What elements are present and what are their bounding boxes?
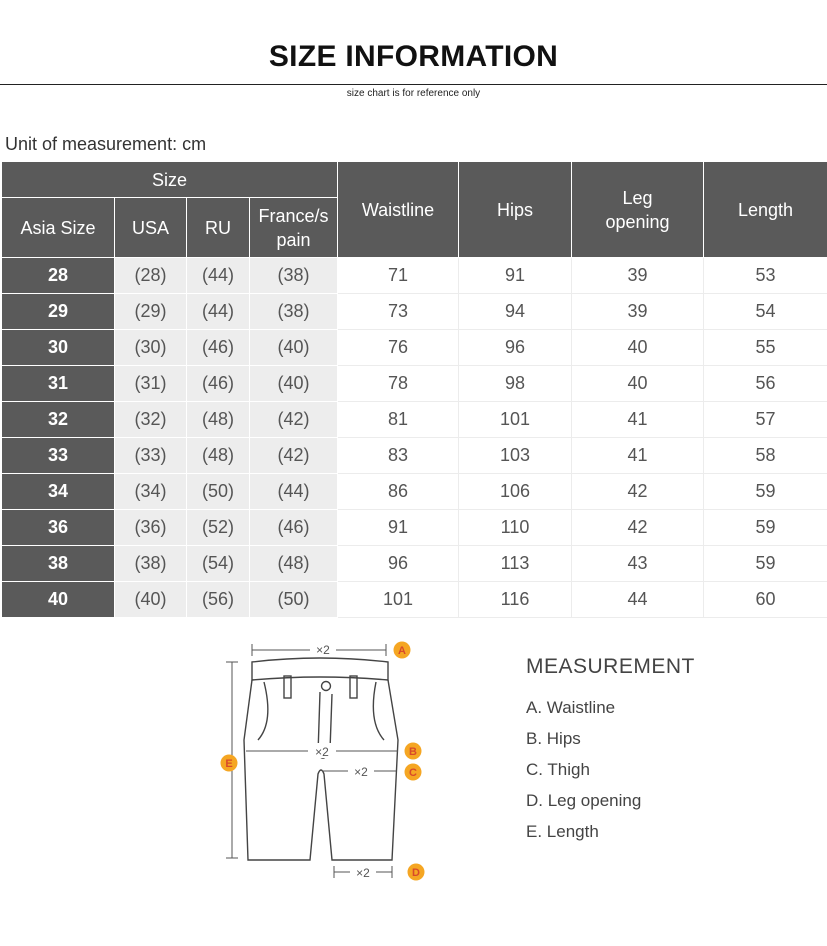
cell-length: 59 <box>704 510 827 546</box>
marker-d-icon <box>408 864 425 881</box>
cell-ru: (44) <box>187 294 250 330</box>
pocket-left <box>258 682 268 740</box>
cell-france-spain: (42) <box>250 438 338 474</box>
cell-length: 56 <box>704 366 827 402</box>
shorts-diagram <box>210 630 450 890</box>
cell-waistline: 71 <box>338 258 459 294</box>
dim-label-hips: ×2 <box>315 745 329 759</box>
cell-france-spain: (50) <box>250 582 338 618</box>
cell-waistline: 96 <box>338 546 459 582</box>
cell-asia-size: 32 <box>2 402 115 438</box>
cell-asia-size: 33 <box>2 438 115 474</box>
measurement-item-hips: B. Hips <box>526 729 581 748</box>
col-header-france <box>250 198 338 258</box>
table-row <box>2 546 827 582</box>
svg-text:E: E <box>225 758 233 770</box>
cell-ru: (54) <box>187 546 250 582</box>
marker-a-icon <box>394 642 411 659</box>
cell-usa: (32) <box>115 402 187 438</box>
measurement-item-thigh: C. Thigh <box>526 760 590 779</box>
size-table <box>1 161 827 618</box>
cell-ru: (48) <box>187 402 250 438</box>
svg-text:B: B <box>409 746 417 758</box>
cell-usa: (31) <box>115 366 187 402</box>
col-header-usa: USA <box>115 198 187 258</box>
cell-hips: 91 <box>459 258 572 294</box>
marker-b-icon <box>405 743 422 760</box>
col-header-hips: Hips <box>459 162 572 258</box>
cell-france-spain: (38) <box>250 294 338 330</box>
cell-france-spain: (48) <box>250 546 338 582</box>
cell-waistline: 81 <box>338 402 459 438</box>
dim-label-thigh: ×2 <box>354 765 368 779</box>
cell-asia-size: 40 <box>2 582 115 618</box>
cell-leg-opening: 41 <box>572 402 704 438</box>
belt-loop-left <box>284 676 291 698</box>
cell-hips: 96 <box>459 330 572 366</box>
cell-length: 59 <box>704 546 827 582</box>
cell-usa: (34) <box>115 474 187 510</box>
dim-label-leg: ×2 <box>356 866 370 880</box>
cell-leg-opening: 40 <box>572 330 704 366</box>
cell-hips: 116 <box>459 582 572 618</box>
cell-length: 54 <box>704 294 827 330</box>
cell-usa: (38) <box>115 546 187 582</box>
col-header-france-text: France/s pain <box>258 205 329 250</box>
marker-c-icon <box>405 764 422 781</box>
cell-length: 53 <box>704 258 827 294</box>
cell-asia-size: 34 <box>2 474 115 510</box>
svg-text:D: D <box>412 867 420 879</box>
table-row <box>2 474 827 510</box>
dim-label-waist: ×2 <box>316 643 330 657</box>
cell-asia-size: 30 <box>2 330 115 366</box>
cell-ru: (48) <box>187 438 250 474</box>
cell-hips: 106 <box>459 474 572 510</box>
table-row <box>2 402 827 438</box>
cell-usa: (36) <box>115 510 187 546</box>
table-row <box>2 510 827 546</box>
cell-france-spain: (44) <box>250 474 338 510</box>
cell-leg-opening: 39 <box>572 258 704 294</box>
cell-asia-size: 31 <box>2 366 115 402</box>
cell-leg-opening: 43 <box>572 546 704 582</box>
cell-asia-size: 29 <box>2 294 115 330</box>
cell-asia-size: 36 <box>2 510 115 546</box>
cell-france-spain: (38) <box>250 258 338 294</box>
cell-waistline: 76 <box>338 330 459 366</box>
svg-text:A: A <box>398 645 406 657</box>
page-subtitle: size chart is for reference only <box>346 88 481 99</box>
cell-france-spain: (46) <box>250 510 338 546</box>
shorts-outline <box>244 680 398 860</box>
cell-hips: 98 <box>459 366 572 402</box>
cell-asia-size: 38 <box>2 546 115 582</box>
cell-usa: (40) <box>115 582 187 618</box>
shorts-waistband <box>252 658 388 680</box>
cell-leg-opening: 42 <box>572 474 704 510</box>
cell-ru: (46) <box>187 366 250 402</box>
cell-leg-opening: 42 <box>572 510 704 546</box>
cell-usa: (29) <box>115 294 187 330</box>
cell-ru: (50) <box>187 474 250 510</box>
measurement-item-waistline: A. Waistline <box>526 698 616 717</box>
svg-text:C: C <box>409 767 417 779</box>
cell-france-spain: (40) <box>250 330 338 366</box>
size-group-header: Size <box>2 162 338 198</box>
title-divider <box>0 84 827 85</box>
cell-waistline: 101 <box>338 582 459 618</box>
cell-waistline: 83 <box>338 438 459 474</box>
size-table-body <box>2 258 827 618</box>
unit-label: Unit of measurement: cm <box>5 134 207 154</box>
col-header-length: Length <box>704 162 827 258</box>
cell-hips: 113 <box>459 546 572 582</box>
table-row <box>2 582 827 618</box>
cell-hips: 110 <box>459 510 572 546</box>
pocket-right <box>373 682 384 740</box>
table-row <box>2 438 827 474</box>
col-header-leg-opening-text: Leg opening <box>605 187 670 232</box>
measurement-list <box>526 697 641 852</box>
col-header-asia: Asia Size <box>2 198 115 258</box>
cell-leg-opening: 39 <box>572 294 704 330</box>
marker-e-icon <box>221 755 238 772</box>
cell-waistline: 86 <box>338 474 459 510</box>
cell-ru: (56) <box>187 582 250 618</box>
cell-leg-opening: 40 <box>572 366 704 402</box>
cell-leg-opening: 44 <box>572 582 704 618</box>
col-header-waistline: Waistline <box>338 162 459 258</box>
table-row <box>2 258 827 294</box>
cell-waistline: 73 <box>338 294 459 330</box>
cell-ru: (52) <box>187 510 250 546</box>
cell-france-spain: (42) <box>250 402 338 438</box>
cell-length: 60 <box>704 582 827 618</box>
cell-hips: 103 <box>459 438 572 474</box>
measurement-title: MEASUREMENT <box>526 655 695 678</box>
table-row <box>2 294 827 330</box>
cell-length: 58 <box>704 438 827 474</box>
cell-usa: (30) <box>115 330 187 366</box>
cell-length: 55 <box>704 330 827 366</box>
cell-ru: (46) <box>187 330 250 366</box>
cell-france-spain: (40) <box>250 366 338 402</box>
cell-hips: 94 <box>459 294 572 330</box>
cell-asia-size: 28 <box>2 258 115 294</box>
cell-waistline: 91 <box>338 510 459 546</box>
cell-length: 59 <box>704 474 827 510</box>
cell-waistline: 78 <box>338 366 459 402</box>
cell-leg-opening: 41 <box>572 438 704 474</box>
col-header-ru: RU <box>187 198 250 258</box>
belt-loop-right <box>350 676 357 698</box>
table-row <box>2 330 827 366</box>
cell-usa: (33) <box>115 438 187 474</box>
cell-hips: 101 <box>459 402 572 438</box>
measurement-item-leg-opening: D. Leg opening <box>526 791 642 810</box>
measurement-item-length: E. Length <box>526 822 599 841</box>
table-row <box>2 366 827 402</box>
cell-length: 57 <box>704 402 827 438</box>
cell-usa: (28) <box>115 258 187 294</box>
shorts-button <box>322 682 331 691</box>
col-header-leg-opening <box>572 162 704 258</box>
cell-ru: (44) <box>187 258 250 294</box>
page-title: SIZE INFORMATION <box>268 40 559 73</box>
